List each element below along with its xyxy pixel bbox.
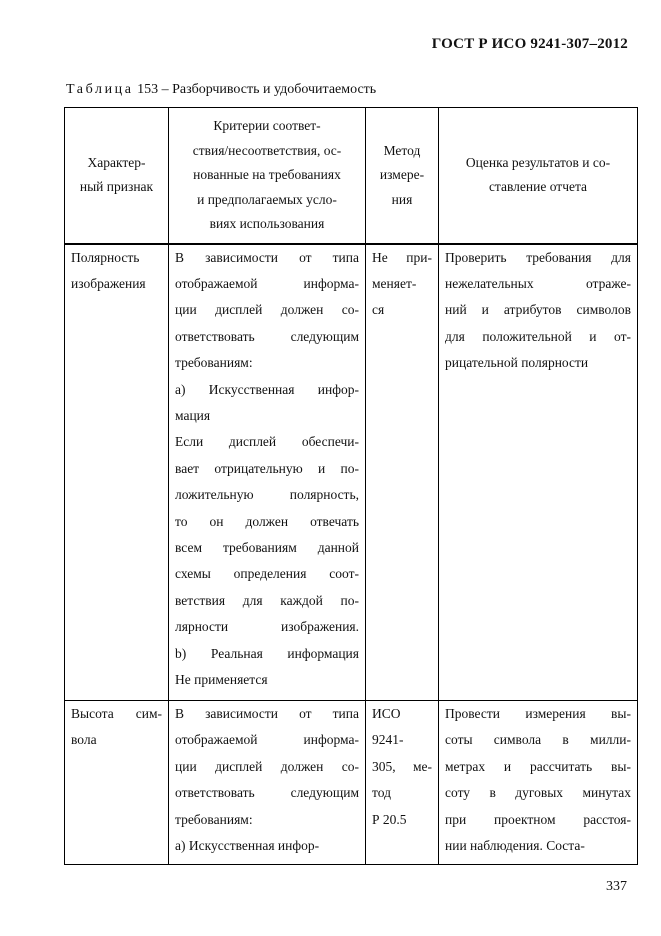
header-feature [65,108,169,244]
text-line: ся [372,302,385,318]
text-line: Высота сим- [71,706,162,721]
cell-evaluation [439,244,638,701]
text-line: ответствовать следующим [175,328,359,344]
text-line: схемы определения соот- [175,566,359,582]
text-line: Если дисплей обеспечи- [175,434,359,450]
table-row [65,244,638,701]
cell-feature [65,701,169,865]
text-line: Характер- [87,154,146,170]
text-line: нованные на требованиях [193,167,341,182]
table-caption [66,82,376,98]
caption-word: Таблица [66,82,134,97]
table-row [65,701,638,865]
cell-method [366,244,439,701]
text-line: Провести измерения вы- [445,706,631,721]
text-line: для положительной и от- [445,328,631,344]
text-line: Полярность [71,249,140,265]
legibility-table [64,107,638,865]
text-line: Проверить требования для [445,249,631,265]
text-line: вает отрицательную и по- [175,460,359,476]
text-line: ции дисплей должен со- [175,302,359,318]
text-line: ответствовать следующим [175,785,359,801]
text-line: тод [372,785,391,801]
table-header-row [65,108,638,244]
text-line: соту в дуговых минутах [445,785,631,801]
text-line: Метод [383,142,421,158]
text-line: Не применяется [175,672,268,687]
text-line: лярности изображения. [175,619,359,635]
cell-criteria [169,244,366,701]
text-line: требованиям: [175,811,253,827]
text-line: а) Искусственная инфор- [175,381,359,397]
text-line: виях использования [209,216,325,231]
text-line: то он должен отвечать [175,513,359,529]
text-line: соты символа в милли- [445,732,631,748]
text-line: ния [391,191,413,207]
text-line: метрах и рассчитать вы- [445,758,631,774]
text-line: всем требованиям данной [175,539,359,555]
text-line: ный признак [79,179,154,195]
text-line: ИСО [372,706,401,721]
text-line: Не при- [372,249,432,265]
text-line: ставление отчета [488,179,588,195]
text-line: рицательной полярности [445,355,589,371]
text-line: нежелательных отраже- [445,275,631,291]
cell-method [366,701,439,865]
text-line: В зависимости от типа [175,706,359,721]
text-line: изображения [71,275,146,291]
text-line: нии наблюдения. Соста- [445,838,585,854]
page-number: 337 [606,879,627,894]
text-line: ложительную полярность, [175,487,359,503]
text-line: 9241- [372,732,404,748]
text-line: измере- [379,167,425,182]
text-line: Оценка результатов и со- [465,154,611,170]
text-line: требованиям: [175,355,253,371]
text-line: ции дисплей должен со- [175,758,359,774]
header-method [366,108,439,244]
text-line: при проектном расстоя- [445,811,631,827]
text-line: а) Искусственная инфор- [175,838,320,854]
text-line: ствия/несоответствия, ос- [192,142,342,158]
text-line: меняет- [372,275,417,291]
text-line: и предполагаемых усло- [197,191,337,207]
header-evaluation [439,108,638,244]
text-line: В зависимости от типа [175,249,359,265]
cell-evaluation [439,701,638,865]
text-line: Критерии соответ- [213,118,321,133]
document-header: ГОСТ Р ИСО 9241-307–2012 [431,36,628,52]
text-line: вола [71,732,97,748]
text-line: Р 20.5 [372,811,407,827]
caption-title: 153 – Разборчивость и удобочитаемость [133,82,377,97]
cell-feature [65,244,169,701]
text-line: мация [175,407,211,423]
text-line: ний и атрибутов символов [445,302,631,318]
text-line: b) Реальная информация [175,645,359,661]
header-criteria [169,108,366,244]
text-line: отображаемой информа- [175,275,359,291]
text-line: отображаемой информа- [175,732,359,748]
cell-criteria [169,701,366,865]
text-line: ветствия для каждой по- [175,592,359,608]
text-line: 305, ме- [372,758,432,774]
